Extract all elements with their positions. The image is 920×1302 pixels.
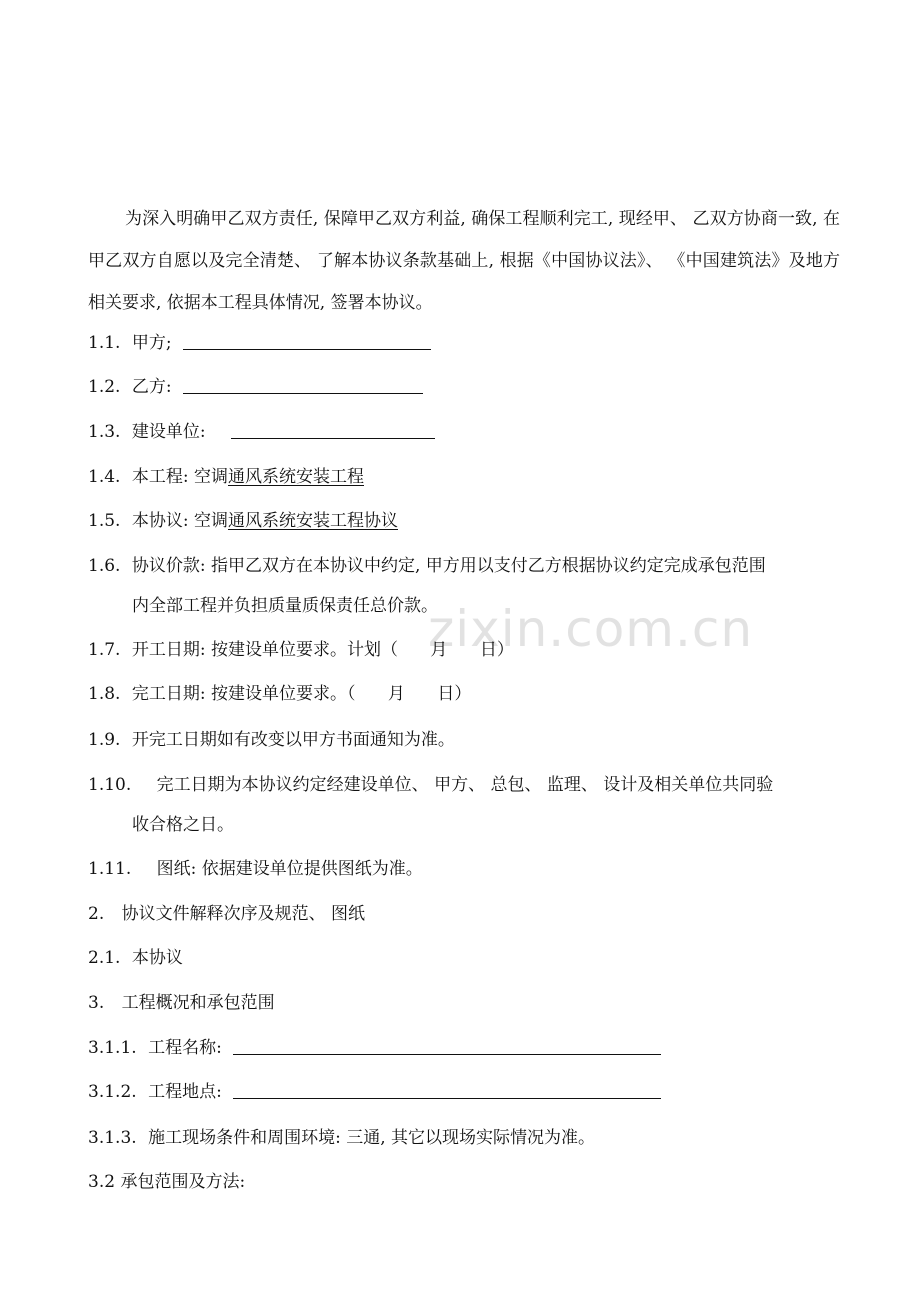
item-1-6 [88,554,766,578]
item-text: 完工日期为本协议约定经建设单位、 甲方、 总包、 监理、 设计及相关单位共同验 [156,775,774,795]
item-text: 图纸: 依据建设单位提供图纸为准。 [156,859,423,879]
fill-in-blank[interactable] [233,1080,661,1099]
item-1-10 [88,773,773,797]
section-title: 工程概况和承包范围 [121,993,275,1013]
item-number: 1.3. [88,422,121,442]
section-number: 3. [88,993,105,1013]
item-number: 1.1. [88,333,121,353]
item-number: 1.4. [88,467,121,487]
item-number: 1.2. [88,377,121,397]
item-number: 1.6. [88,556,121,576]
fill-in-blank[interactable] [231,420,435,439]
item-label: 工程地点: [148,1082,222,1102]
item-number: 1.10. [88,775,132,795]
item-number: 1.9. [88,730,121,750]
item-text: 本协议 [131,948,183,968]
item-number: 2.1. [88,948,121,968]
item-number: 1.5. [88,511,121,531]
item-number: 3.1.3. [88,1128,137,1148]
item-number: 1.7. [88,640,121,660]
fill-in-blank[interactable] [183,331,431,350]
item-underlined-value: 通风系统安装工程 [228,467,364,487]
item-1-8 [88,682,471,706]
item-number: 3.1.2. [88,1082,137,1102]
section-3-heading [88,991,275,1015]
item-1-4 [88,465,364,489]
item-1-2 [88,375,423,399]
item-1-10-continuation: 收合格之日。 [132,815,234,835]
item-label: 本协议: 空调 [131,511,228,531]
item-1-9 [88,728,455,752]
item-3-1-1 [88,1036,661,1060]
section-title: 协议文件解释次序及规范、 图纸 [121,904,366,924]
item-1-3 [88,420,435,444]
item-number: 1.11. [88,859,132,879]
item-label: 工程名称: [148,1038,222,1058]
item-1-1 [88,331,431,355]
item-label: 本工程: 空调 [131,467,228,487]
item-number: 1.8. [88,684,121,704]
item-3-1-3 [88,1126,595,1150]
section-number: 2. [88,904,105,924]
item-text: 协议价款: 指甲乙双方在本协议中约定, 甲方用以支付乙方根据协议约定完成承包范围 [131,556,766,576]
watermark: zixin.com.cn [428,600,754,658]
item-text: 施工现场条件和周围环境: 三通, 其它以现场实际情况为准。 [148,1128,596,1148]
item-1-6-continuation: 内全部工程并负担质量质保责任总价款。 [132,596,438,616]
item-text: 开工日期: 按建设单位要求。计划（ 月 日） [131,640,514,660]
item-label: 乙方: [131,377,172,397]
item-3-1-2 [88,1080,661,1104]
intro-paragraph: 为深入明确甲乙双方责任, 保障甲乙双方利益, 确保工程顺利完工, 现经甲、 乙双方协商一致, 在甲乙双方自愿以及完全清楚、 了解本协议条款基础上, 根据《中国协议法》、 《中国建筑法》及地方相关要求, 依据本工程具体情况, 签署本协议。 [88,209,840,313]
item-1-11 [88,857,423,881]
item-text: 完工日期: 按建设单位要求。（ 月 日） [131,684,472,704]
item-number: 3.1.1. [88,1038,137,1058]
item-underlined-value: 通风系统安装工程协议 [228,511,398,531]
item-label: 建设单位: [131,422,206,442]
item-1-7 [88,638,514,662]
item-label: 甲方; [131,333,172,353]
item-1-5 [88,509,398,533]
section-2-heading [88,902,365,926]
item-text: 开完工日期如有改变以甲方书面通知为准。 [131,730,455,750]
fill-in-blank[interactable] [233,1036,661,1055]
item-3-2: 3.2 承包范围及方法: [88,1172,246,1192]
fill-in-blank[interactable] [183,375,423,394]
item-2-1 [88,946,183,970]
